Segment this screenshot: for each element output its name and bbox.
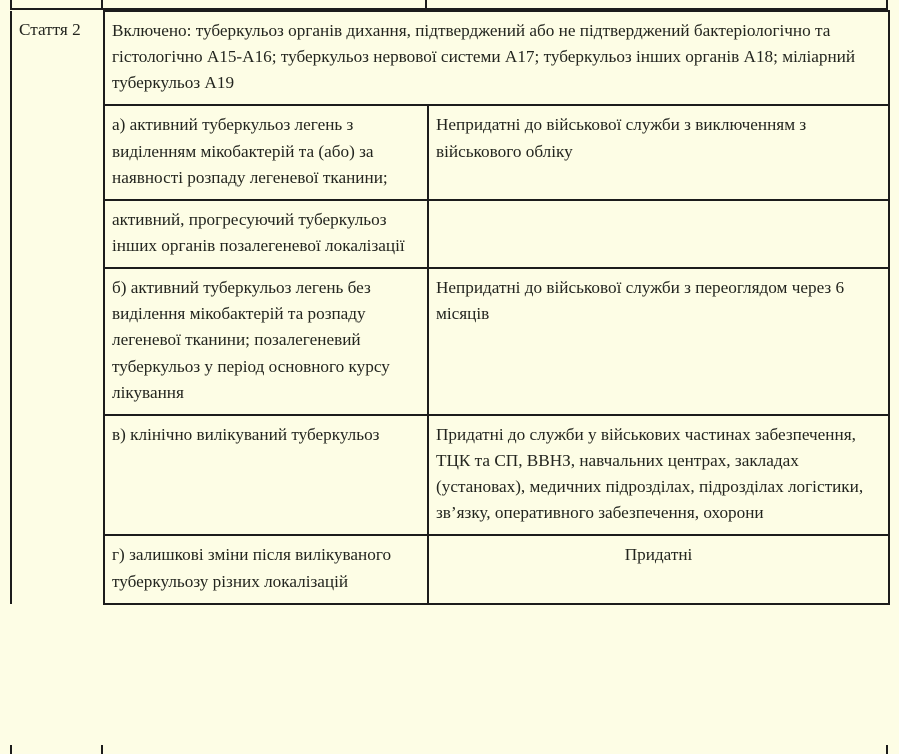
fitness-cell: Придатні до служби у військових частинах забезпечення, ТЦК та СП, ВВНЗ, навчальних центрах, закладах (установах), медичних підрозділах, підрозділах логістики, зв’язку, оперативного забезпечення, охорони	[428, 415, 889, 536]
table-row-intro	[11, 11, 889, 105]
table-border-left	[10, 745, 12, 754]
table-border-right	[886, 745, 888, 754]
table-row	[11, 268, 889, 415]
fitness-cell: Непридатні до військової служби з переоглядом через 6 місяців	[428, 268, 889, 415]
article-number-label: Стаття 2	[19, 20, 81, 39]
condition-cell: активний, прогресуючий туберкульоз інших органів позалегеневої локалізації	[104, 200, 428, 268]
condition-cell: б) активний туберкульоз легень без виділення мікобактерій та розпаду легеневої тканини; позалегеневий туберкульоз у період основного курсу лікування	[104, 268, 428, 415]
next-row-edge	[10, 745, 888, 754]
table-row	[11, 415, 889, 536]
table-border-col2	[425, 0, 427, 8]
condition-cell: в) клінічно вилікуваний туберкульоз	[104, 415, 428, 536]
table-row	[11, 535, 889, 603]
fitness-cell: Придатні	[428, 535, 889, 603]
previous-row-edge	[10, 0, 888, 10]
table-border-col1	[101, 0, 103, 8]
fitness-cell	[428, 200, 889, 268]
table-border-left	[10, 0, 12, 8]
table-row	[11, 105, 889, 199]
medical-fitness-table	[10, 10, 890, 605]
table-row	[11, 200, 889, 268]
table-border-right	[886, 0, 888, 8]
table-border-col1	[101, 745, 103, 754]
condition-cell: а) активний туберкульоз легень з виділенням мікобактерій та (або) за наявності розпаду легеневої тканини;	[104, 105, 428, 199]
article-intro-cell: Включено: туберкульоз органів дихання, підтверджений або не підтверджений бактеріологічно та гістологічно А15-А16; туберкульоз нервової системи А17; туберкульоз інших органів А18; міліарний туберкульоз А19	[104, 11, 889, 105]
condition-cell: г) залишкові зміни після вилікуваного туберкульозу різних локалізацій	[104, 535, 428, 603]
table-body	[11, 11, 889, 604]
article-number-cell	[11, 11, 104, 604]
fitness-cell: Непридатні до військової служби з виключенням з військового обліку	[428, 105, 889, 199]
